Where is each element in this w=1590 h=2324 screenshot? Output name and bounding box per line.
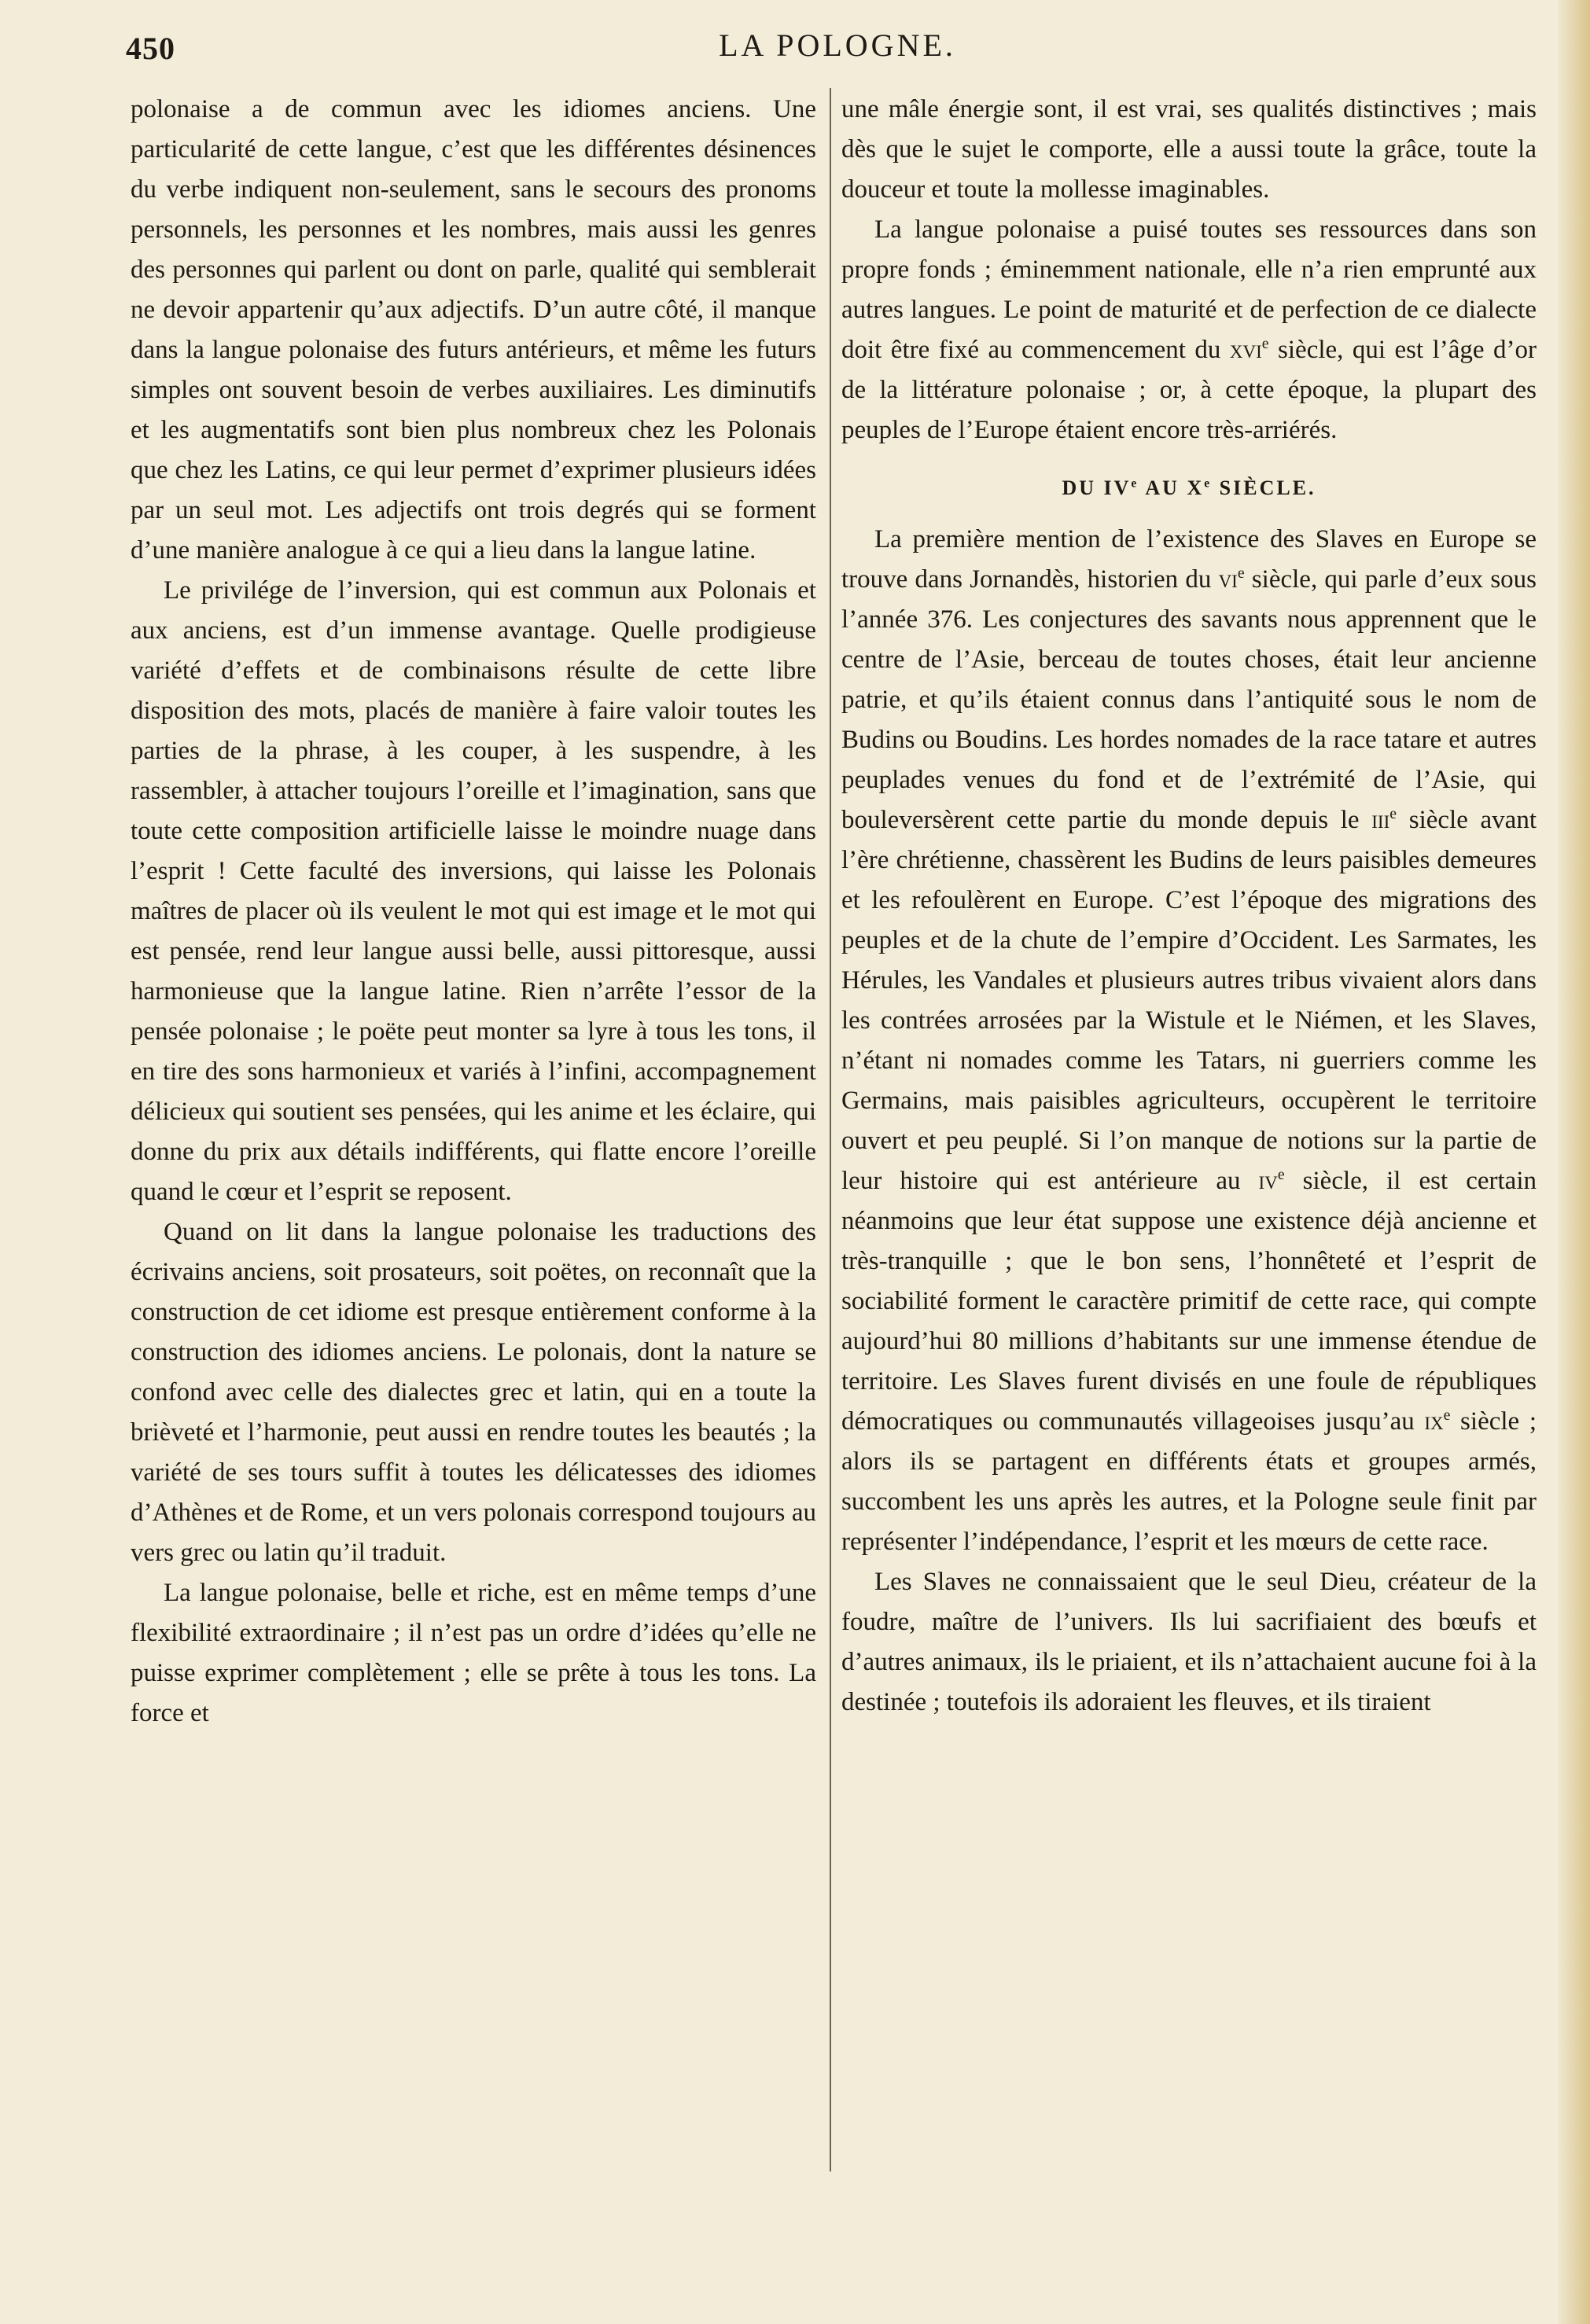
column-rule bbox=[830, 88, 831, 2171]
page-edge bbox=[1559, 0, 1590, 2324]
left-column bbox=[131, 90, 816, 1734]
right-column bbox=[841, 90, 1537, 1723]
paragraph: La langue polonaise, belle et riche, est en même temps d’une flexibilité extraordinaire ; il n’est pas un ordre d’idées qu’elle ne puisse exprimer complètement ; elle se prête à tous les tons. La force et bbox=[131, 1579, 816, 1727]
paragraph: Les Slaves ne connaissaient que le seul Dieu, créateur de la foudre, maître de l’univers. Ils lui sacrifiaient des bœufs et d’autres animaux, ils le priaient, et ils n’attachaient aucune foi à la destinée ; toutefois ils adoraient les fleuves, et ils tiraient bbox=[841, 1568, 1537, 1716]
paragraph: La langue polonaise a puisé toutes ses ressources dans son propre fonds ; éminemment nationale, elle n’a rien emprunté aux autres langues. Le point de maturité et de perfection de ce dialecte doit être fixé au commencement du xvi$^e$ siècle, qui est l’âge d’or de la littérature polonaise ; or, à cette époque, la plupart des peuples de l’Europe étaient encore très-arriérés. bbox=[841, 215, 1537, 444]
running-title: LA POLOGNE. bbox=[719, 28, 956, 63]
page-number: 450 bbox=[126, 31, 175, 66]
paragraph: La première mention de l’existence des Slaves en Europe se trouve dans Jornandès, historien du $vi^e$ siècle, qui parle d’eux sous l’année 376. Les conjectures des savants nous apprennent que le centre de l’Asie, berceau de toutes choses, était leur ancienne patrie, et qu’ils étaient connus dans l’antiquité sous le nom de Budins ou Boudins. Les hordes nomades de la race tatare et autres peuplades venues du fond et de l’extrémité de l’Asie, qui bouleversèrent cette partie du monde depuis le iii$^e$ siècle avant l’ère chrétienne, chassèrent les Budins de leurs paisibles demeures et les refoulèrent en Europe. C’est l’époque des migrations des peuples et de la chute de l’empire d’Occident. Les Sarmates, les Hérules, les Vandales et plusieurs autres tribus vivaient alors dans les contrées arrosées par la Wistule et le Niémen, et les Slaves, n’étant ni nomades comme les Tatars, ni guerriers comme les Germains, mais paisibles agriculteurs, occupèrent le territoire ouvert et peu peuplé. Si l’on manque de notions sur la partie de leur histoire qui est antérieure au $iv^e$ siècle, il est certain néanmoins que leur état suppose une existence déjà ancienne et très-tranquille ; que le bon sens, l’honnêteté et l’esprit de sociabilité forment le caractère primitif de cette race, qui compte aujourd’hui 80 millions d’habitants sur une immense étendue de territoire. Les Slaves furent divisés en une foule de républiques démocratiques ou communautés villageoises jusqu’au $ix^e$ siècle ; alors ils se partagent en différents états et groupes armés, succombent les uns après les autres, et la Pologne seule finit par représenter l’indépendance, l’esprit et les mœurs de cette race. bbox=[841, 525, 1537, 1556]
paragraph: une mâle énergie sont, il est vrai, ses qualités distinctives ; mais dès que le sujet le comporte, elle a aussi toute la grâce, toute la douceur et toute la mollesse imaginables. bbox=[841, 95, 1537, 204]
paragraph: Le privilége de l’inversion, qui est commun aux Polonais et aux anciens, est d’un immense avantage. Quelle prodigieuse variété d’effets et de combinaisons résulte de cette libre disposition des mots, placés de manière à faire valoir toutes les parties de la phrase, à les couper, à les suspendre, à les rassembler, à attacher toujours l’oreille et l’imagination, sans que toute cette composition artificielle laisse le moindre nuage dans l’esprit ! Cette faculté des inversions, qui laisse les Polonais maîtres de placer où ils veulent le mot qui est image et le mot qui est pensée, rend leur langue aussi belle, aussi pittoresque, aussi harmonieuse que la langue latine. Rien n’arrête l’essor de la pensée polonaise ; le poëte peut monter sa lyre à tous les tons, il en tire des sons harmonieux et variés à l’infini, accompagnement délicieux qui soutient ses pensées, qui les anime et les éclaire, qui donne du prix aux détails indifférents, qui flatte encore l’oreille quand le cœur et l’esprit se reposent. bbox=[131, 576, 816, 1206]
page-header bbox=[118, 27, 1557, 74]
paragraph: polonaise a de commun avec les idiomes anciens. Une particularité de cette langue, c’est que les différentes désinences du verbe indiquent non-seulement, sans le secours des pronoms personnels, les personnes et les nombres, mais aussi les genres des personnes qui parlent ou dont on parle, qualité qui semblerait ne devoir appartenir qu’aux adjectifs. D’un autre côté, il manque dans la langue polonaise des futurs antérieurs, et même les futurs simples ont souvent besoin de verbes auxiliaires. Les diminutifs et les augmentatifs sont bien plus nombreux chez les Polonais que chez les Latins, ce qui leur permet d’exprimer plusieurs idées par un seul mot. Les adjectifs ont trois degrés qui se forment d’une manière analogue à ce qui a lieu dans la langue latine. bbox=[131, 95, 816, 564]
paragraph: Quand on lit dans la langue polonaise les traductions des écrivains anciens, soit prosateurs, soit poëtes, on reconnaît que la construction de cet idiome est presque entièrement conforme à la construction des idiomes anciens. Le polonais, dont la nature se confond avec celle des dialectes grec et latin, qui en a toute la brièveté et l’harmonie, peut aussi en rendre toutes les beautés ; la variété de ses tours suffit à toutes les délicatesses des idiomes d’Athènes et de Rome, et un vers polonais correspond toujours au vers grec ou latin qu’il traduit. bbox=[131, 1218, 816, 1567]
section-heading: DU IVe AU Xe SIÈCLE. bbox=[1062, 476, 1316, 499]
